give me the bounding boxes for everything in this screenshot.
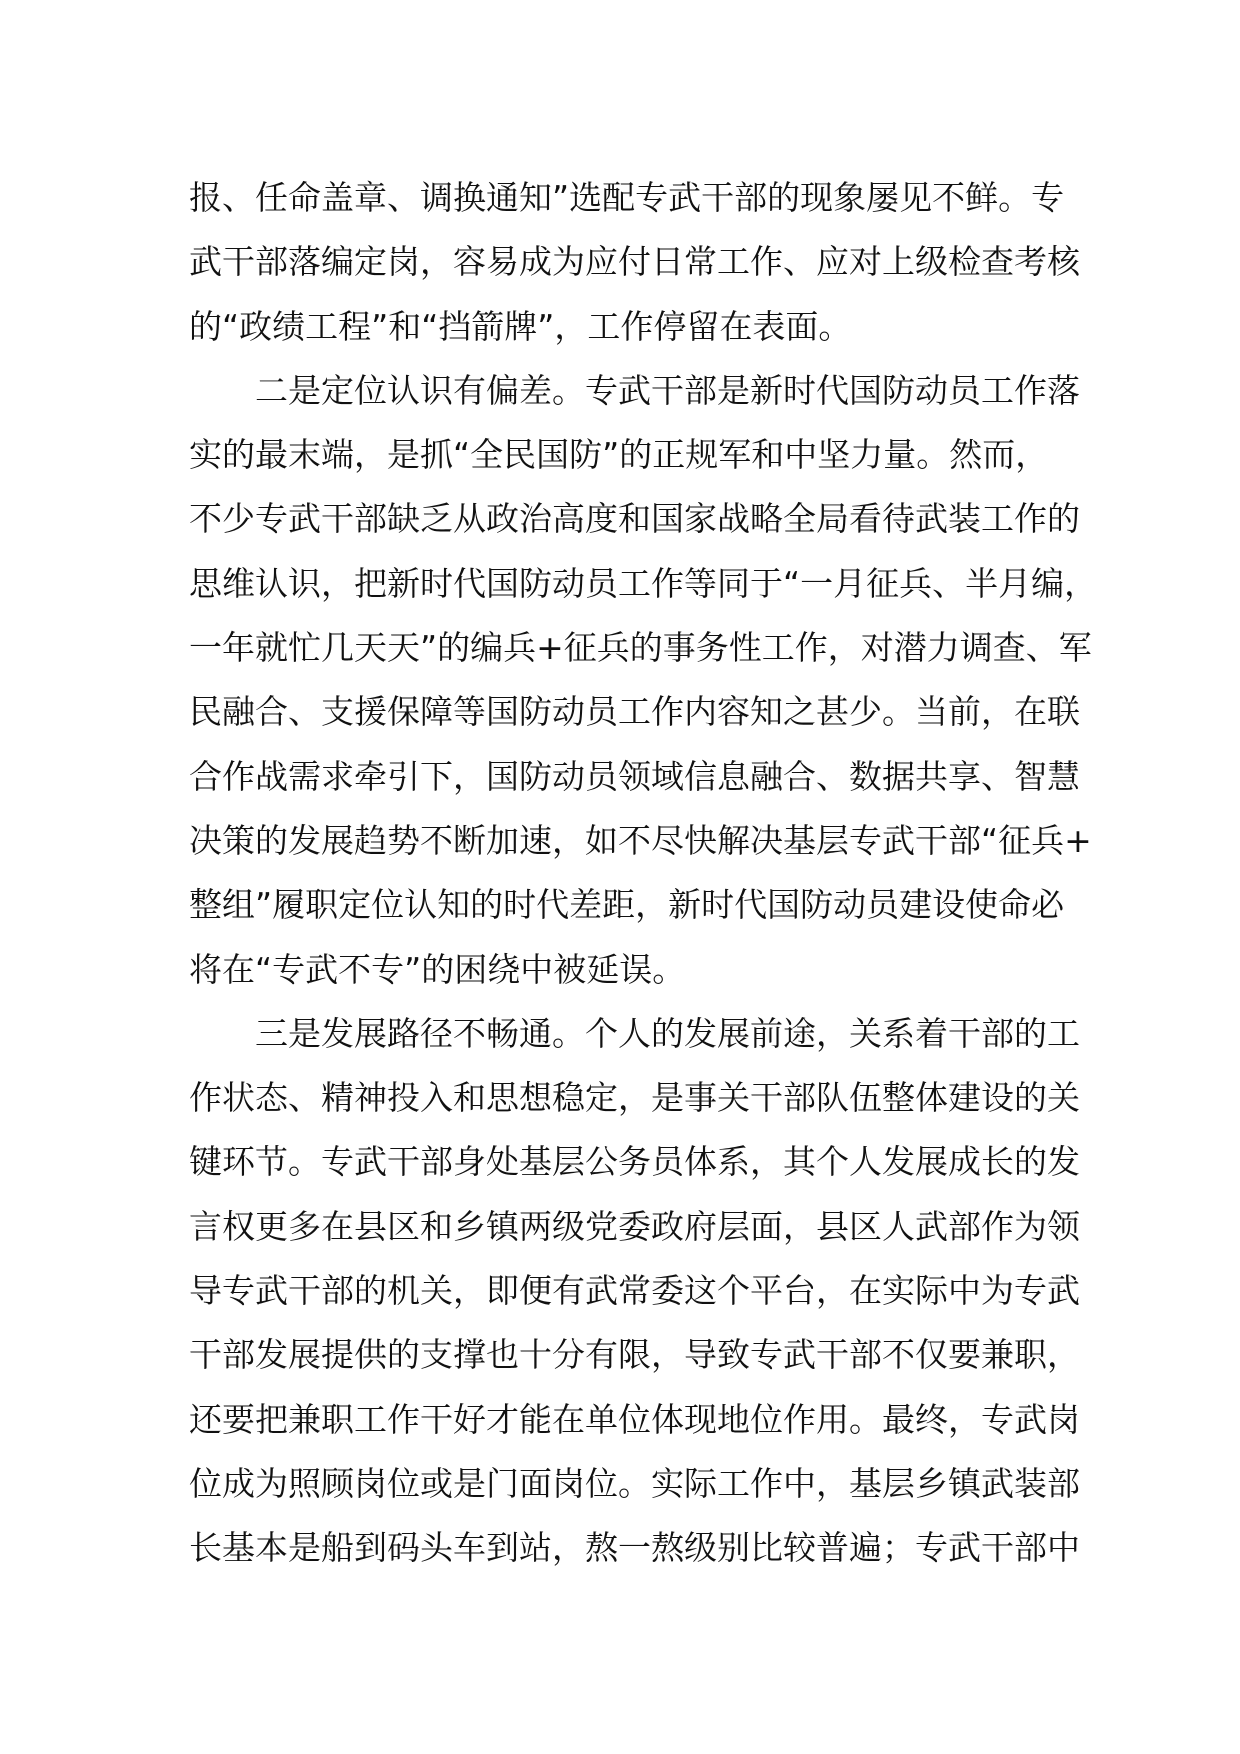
body-text [189,166,1098,1581]
text-line: 导专武干部的机关，即便有武常委这个平台，在实际中为专武 [189,1271,1080,1311]
text-line: 的“政绩工程”和“挡箭牌”，工作停留在表面。 [189,306,852,346]
text-line: 实的最末端，是抓“全民国防”的正规军和中坚力量。然而， [189,435,1049,475]
text-line: 合作战需求牵引下，国防动员领域信息融合、数据共享、智慧 [189,756,1080,796]
text-line: 报、任命盖章、调换通知”选配专武干部的现象屡见不鲜。专 [189,178,1065,217]
text-line: 武干部落编定岗，容易成为应付日常工作、应对上级检查考核 [189,242,1080,282]
text-line: 长基本是船到码头车到站，熬一熬级别比较普遍；专武干部中 [189,1528,1080,1568]
paragraph-start-line: 二是定位认识有偏差。专武干部是新时代国防动员工作落 [255,370,1080,410]
text-line: 言权更多在县区和乡镇两级党委政府层面，县区人武部作为领 [189,1206,1080,1246]
text-line: 民融合、支援保障等国防动员工作内容知之甚少。当前，在联 [189,692,1080,732]
paragraph-start-line: 三是发展路径不畅通。个人的发展前途，关系着干部的工 [255,1013,1080,1053]
text-line: 作状态、精神投入和思想稳定，是事关干部队伍整体建设的关 [189,1078,1080,1118]
text-line: 整组”履职定位认知的时代差距，新时代国防动员建设使命必 [189,885,1065,925]
text-line: 决策的发展趋势不断加速，如不尽快解决基层专武干部“征兵+ [189,820,1092,860]
text-line: 一年就忙几天天”的编兵+征兵的事务性工作，对潜力调查、军 [189,628,1092,668]
text-line: 位成为照顾岗位或是门面岗位。实际工作中，基层乡镇武装部 [189,1463,1080,1503]
text-line: 键环节。专武干部身处基层公务员体系，其个人发展成长的发 [189,1142,1080,1182]
text-line: 不少专武干部缺乏从政治高度和国家战略全局看待武装工作的 [189,499,1080,539]
text-line: 还要把兼职工作干好才能在单位体现地位作用。最终，专武岗 [189,1399,1080,1439]
text-line: 干部发展提供的支撑也十分有限，导致专武干部不仅要兼职， [189,1335,1080,1375]
text-line: 思维认识，把新时代国防动员工作等同于“一月征兵、半月编， [189,563,1098,603]
text-line: 将在“专武不专”的困绕中被延误。 [189,949,686,989]
